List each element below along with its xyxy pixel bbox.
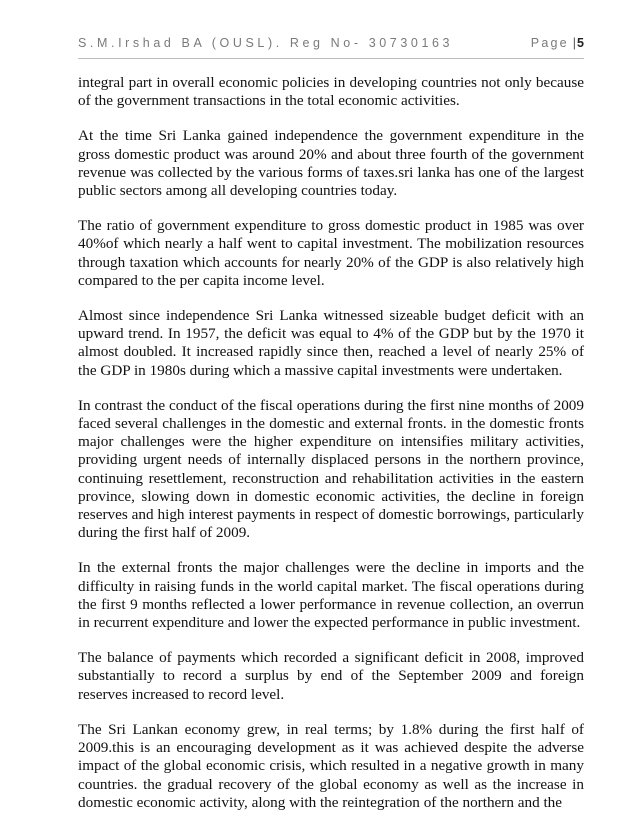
paragraph-8: The Sri Lankan economy grew, in real terms; by 1.8% during the first half of 2009.this is an encouraging development as it was achieved despite the adverse impact of the global economic crisis, which resulted in a negative growth in many countries. the gradual recovery of the global economy as well as the increase in domestic economic activity, along with the reintegration of the northern and the (78, 720, 584, 811)
paragraph-7: The balance of payments which recorded a significant deficit in 2008, improved substantially to record a surplus by end of the September 2009 and foreign reserves increased to record level. (78, 649, 584, 703)
paragraph-1: integral part in overall economic policies in developing countries not only because of the government transactions in the total economic activities. (78, 74, 584, 110)
header-page-indicator (531, 36, 584, 50)
page-number: 5 (577, 36, 584, 50)
paragraph-6: In the external fronts the major challenges were the decline in imports and the difficulty in raising funds in the world capital market. The fiscal operations during the first 9 months reflected a lower performance in revenue collection, an overrun in recurrent expenditure and lower the expected performance in public investment. (78, 559, 584, 632)
paragraph-2: At the time Sri Lanka gained independence the government expenditure in the gross domestic product was around 20% and about three fourth of the government revenue was collected by the various forms of taxes.sri lanka has one of the largest public sectors among all developing countries today. (78, 127, 584, 200)
paragraph-4: Almost since independence Sri Lanka witnessed sizeable budget deficit with an upward trend. In 1957, the deficit was equal to 4% of the GDP but by the 1970 it almost doubled. It increased rapidly since then, reached a level of nearly 25% of the GDP in 1980s during which a massive capital investments were undertaken. (78, 307, 584, 379)
page-label: Page (530, 36, 569, 50)
page-separator: | (572, 36, 578, 50)
header-author-reg: S.M.Irshad BA (OUSL). Reg No- 30730163 (78, 36, 454, 50)
page-header (78, 34, 584, 59)
page-body (78, 74, 584, 812)
paragraph-5: In contrast the conduct of the fiscal operations during the first nine months of 2009 faced several challenges in the domestic and external fronts. in the domestic fronts major challenges were the higher expenditure on intensifies military activities, providing urgent needs of internally displaced persons in the northern province, continuing resettlement, reconstruction and rehabilitation activities in the eastern province, slowing down in domestic economic activities, the decline in foreign reserves and high interest payments in respect of domestic borrowings, particularly during the first half of 2009. (78, 396, 584, 542)
paragraph-3: The ratio of government expenditure to gross domestic product in 1985 was over 40%of which nearly a half went to capital investment. The mobilization resources through taxation which accounts for nearly 20% of the GDP is also relatively high compared to the per capita income level. (78, 217, 584, 289)
